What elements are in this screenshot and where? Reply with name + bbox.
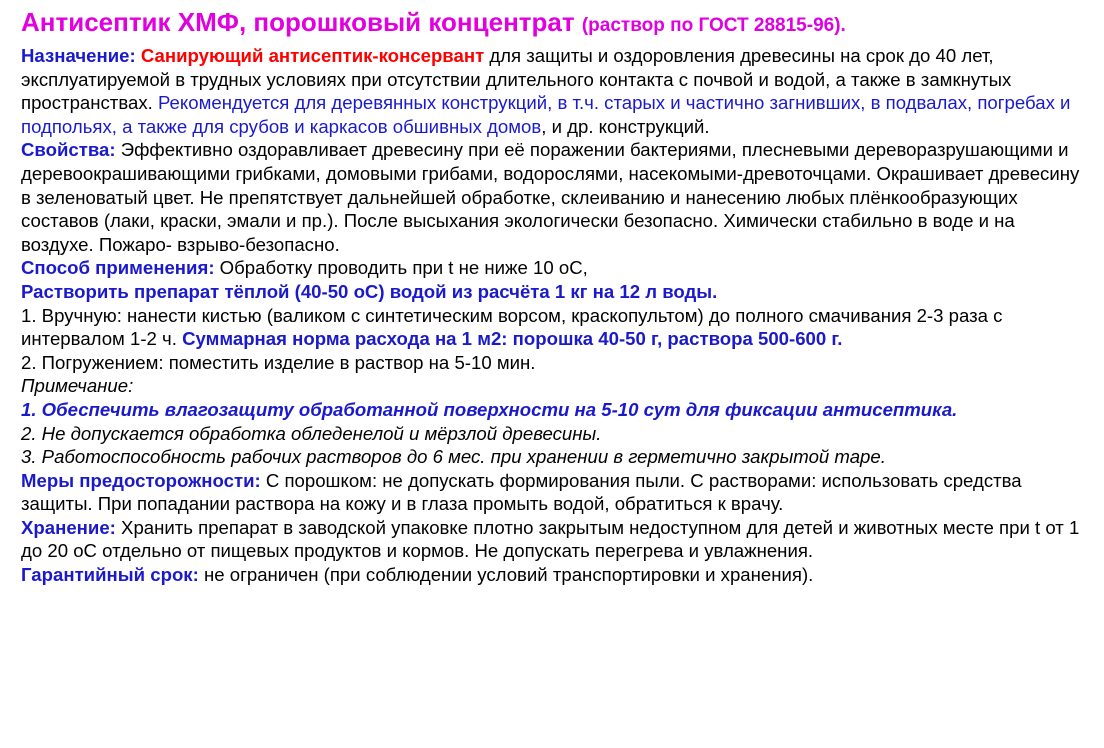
purpose-highlight: Санирующий антисептик-консервант	[140, 45, 485, 66]
title-main: Антисептик ХМФ, порошковый концентрат	[21, 7, 575, 37]
warranty-text: не ограничен (при соблюдении условий транспортировки и хранения).	[198, 564, 814, 586]
document-body	[21, 44, 1092, 587]
note-1: 1. Обеспечить влагозащиту обработанной поверхности на 5-10 сут для фиксации антисептика.	[21, 398, 958, 420]
purpose-label: Назначение:	[21, 45, 136, 66]
consumption-rate: Суммарная норма расхода на 1 м2: порошка 40-50 г, раствора 500-600 г.	[182, 328, 843, 350]
application-text: Обработку проводить при t не ниже 10 оС,	[214, 257, 588, 279]
purpose-recommendation: Рекомендуется для деревянных конструкций, в т.ч. старых и частично загнивших, в подвалах, погребах и подпольях, а также для срубов и каркасов обшивных домов	[21, 92, 1071, 137]
storage-label: Хранение:	[21, 516, 116, 538]
section-warranty	[21, 563, 1092, 587]
section-purpose	[21, 44, 1092, 138]
section-properties	[21, 138, 1092, 256]
section-storage	[21, 516, 1092, 563]
precautions-label: Меры предосторожности:	[21, 469, 261, 491]
purpose-text: для защиты и оздоровления древесины на срок до 40 лет, эксплуатируемой в трудных условиях при отсутствии длительного контакта с почвой и водой, а также в замкнутых пространствах.	[21, 45, 1012, 114]
step-1-text: 1. Вручную: нанести кистью (валиком с синтетическим ворсом, краскопультом) до полного смачивания 2-3 раза с интервалом 1-2 ч.	[21, 304, 1003, 350]
storage-text: Хранить препарат в заводской упаковке плотно закрытым недоступном для детей и животных месте при t от 1 до 20 оС отдельно от пищевых продуктов и кормов. Не допускать перегрева и увлажнения.	[21, 516, 1080, 562]
purpose-text-end: , и др. конструкций.	[541, 115, 710, 137]
note-2: 2. Не допускается обработка обледенелой и мёрзлой древесины.	[21, 422, 602, 444]
properties-text: Эффективно оздоравливает древесину при её поражении бактериями, плесневыми дереворазрушающими и деревоокрашивающими грибками, домовыми грибами, водорослями, насекомыми-древоточцами. Окрашивает древесину в зеленоватый цвет. Не препятствует дальнейшей обработке, склеиванию и нанесению любых плёнкообразующих составов (лаки, краски, эмали и пр.). После высыхания экологически безопасно. Химически стабильно в воде и на воздухе. Пожаро- взрыво-безопасно.	[21, 139, 1080, 255]
properties-label: Свойства:	[21, 139, 116, 161]
application-dissolve: Растворить препарат тёплой (40-50 оС) водой из расчёта 1 кг на 12 л воды.	[21, 280, 718, 302]
warranty-label: Гарантийный срок:	[21, 564, 199, 586]
section-application	[21, 256, 1092, 280]
precautions-text: С порошком: не допускать формирования пыли. С растворами: использовать средства защиты. При попадании раствора на кожу и в глаза промыть водой, обратиться к врачу.	[21, 469, 1022, 515]
note-3: 3. Работоспособность рабочих растворов до 6 мес. при хранении в герметично закрытой таре.	[21, 446, 886, 468]
application-label: Способ применения:	[21, 257, 215, 279]
notes-label: Примечание:	[21, 375, 134, 397]
title-subtitle: (раствор по ГОСТ 28815-96).	[581, 15, 846, 36]
application-step-2: 2. Погружением: поместить изделие в раствор на 5-10 мин.	[21, 351, 536, 373]
application-step-1	[21, 304, 1092, 351]
section-precautions	[21, 469, 1092, 516]
page-title	[21, 6, 1092, 42]
